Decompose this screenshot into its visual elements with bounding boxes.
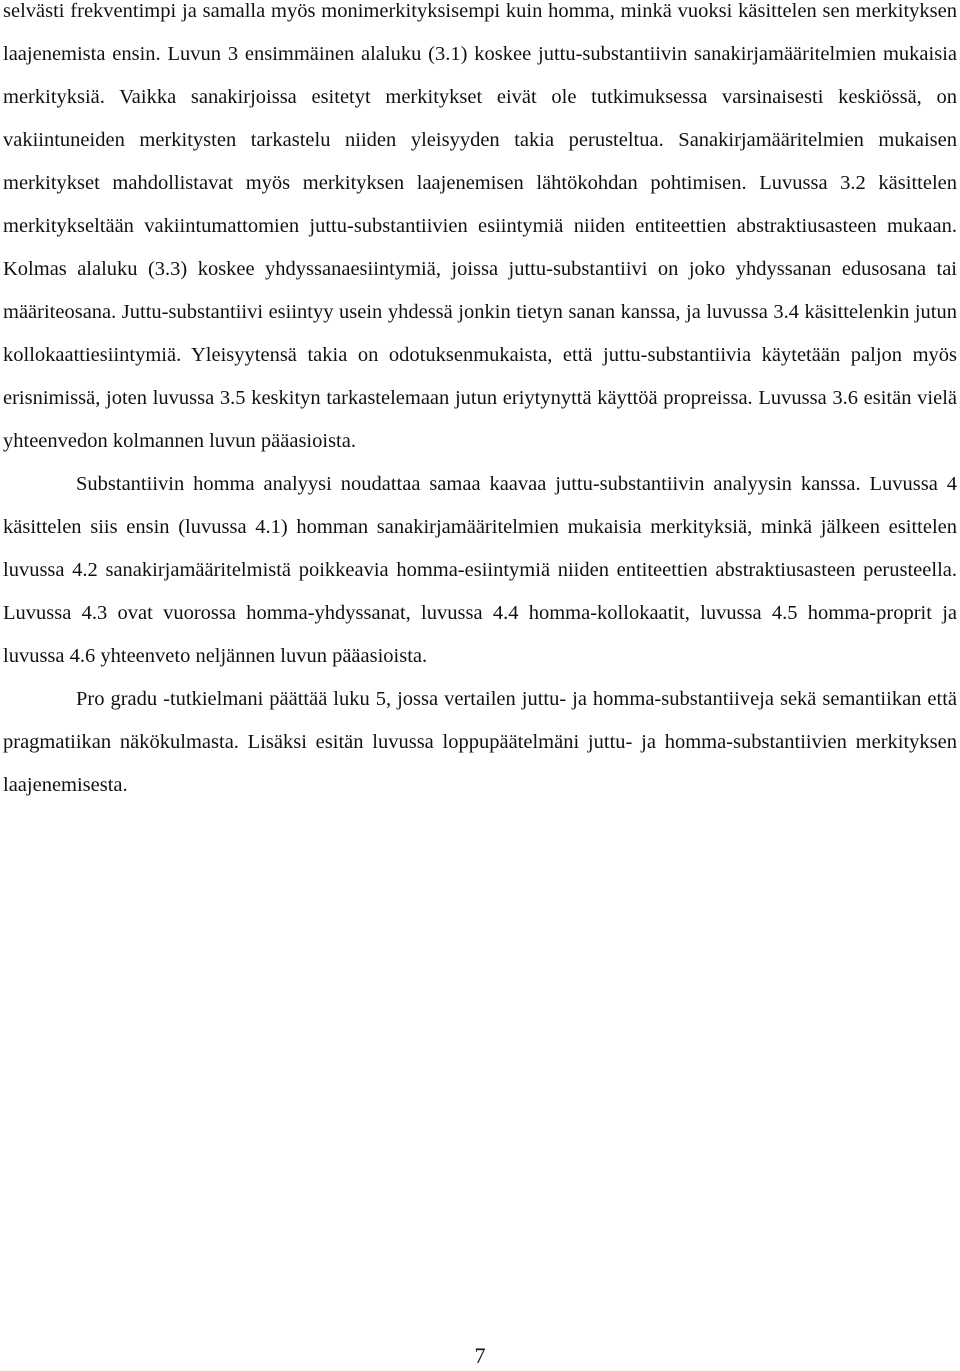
document-page xyxy=(3,0,957,1371)
page-number: 7 xyxy=(474,1343,486,1368)
body-paragraph-2: Substantiivin homma analyysi noudattaa samaa kaavaa juttu-substantiivin analyysin kanssa. Luvussa 4 käsittelen siis ensin (luvussa 4.1) homman sanakirjamääritelmien mukaisia merkityksiä, minkä jälkeen esittelen luvussa 4.2 sanakirjamääritelmistä poikkeavia homma-esiintymiä niiden entiteettien abstraktiusasteen perusteella. Luvussa 4.3 ovat vuorossa homma-yhdyssanat, luvussa 4.4 homma-kollokaatit, luvussa 4.5 homma-proprit ja luvussa 4.6 yhteenveto neljännen luvun pääasioista. xyxy=(3,473,957,667)
body-paragraph-1: selvästi frekventimpi ja samalla myös monimerkityksisempi kuin homma, minkä vuoksi käsittelen sen merkityksen laajenemista ensin. Luvun 3 ensimmäinen alaluku (3.1) koskee juttu-substantiivin sanakirjamääritelmien mukaisia merkityksiä. Vaikka sanakirjoissa esitetyt merkitykset eivät ole tutkimuksessa varsinaisesti keskiössä, on vakiintuneiden merkitysten tarkastelu niiden yleisyyden takia perusteltua. Sanakirjamääritelmien mukaisen merkitykset mahdollistavat myös merkityksen laajenemisen lähtökohdan pohtimisen. Luvussa 3.2 käsittelen merkitykseltään vakiintumattomien juttu-substantiivien esiintymiä niiden entiteettien abstraktiusasteen mukaan. Kolmas alaluku (3.3) koskee yhdyssanaesiintymiä, joissa juttu-substantiivi on joko yhdyssanan edusosana tai määriteosana. Juttu-substantiivi esiintyy usein yhdessä jonkin tietyn sanan kanssa, ja luvussa 3.4 käsittelenkin jutun kollokaattiesiintymiä. Yleisyytensä takia on odotuksenmukaista, että juttu-substantiivia käytetään paljon myös erisnimissä, joten luvussa 3.5 keskityn tarkastelemaan jutun eriytynyttä käyttöä propreissa. Luvussa 3.6 esitän vielä yhteenvedon kolmannen luvun pääasioista. xyxy=(3,0,957,452)
body-paragraph-3: Pro gradu -tutkielmani päättää luku 5, jossa vertailen juttu- ja homma-substantiiveja sekä semantiikan että pragmatiikan näkökulmasta. Lisäksi esitän luvussa loppupäätelmäni juttu- ja homma-substantiivien merkityksen laajenemisesta. xyxy=(3,688,957,796)
